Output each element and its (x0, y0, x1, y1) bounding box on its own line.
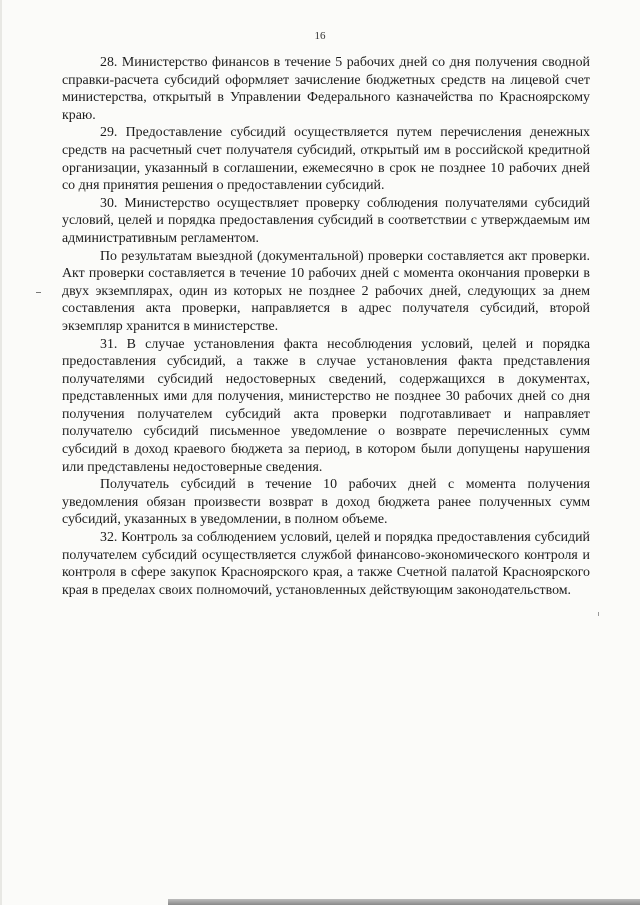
paragraph-28: 28. Министерство финансов в течение 5 рабочих дней со дня получения сводной справки-расчета субсидий оформляет зачисление бюджетных средств на лицевой счет министерства, открытый в Управлении Федерального казначейства по Красноярскому краю. (62, 55, 590, 123)
margin-mark (36, 292, 41, 293)
document-body (62, 54, 590, 599)
paragraph-inspection-act: По результатам выездной (документальной) проверки составляется акт проверки. Акт проверки составляется в течение 10 рабочих дней с момента окончания проверки в двух экземплярах, один из которых не позднее 2 рабочих дней, следующих за днем составления акта проверки, направляется в адрес получателя субсидий, второй экземпляр хранится в министерстве. (62, 248, 590, 334)
paragraph-refund: Получатель субсидий в течение 10 рабочих дней с момента получения уведомления обязан произвести возврат в доход бюджета ранее полученных сумм субсидий, указанных в уведомлении, в полном объеме. (62, 477, 590, 528)
scan-left-edge (0, 0, 2, 905)
margin-mark-right (598, 612, 599, 616)
page-number: 16 (314, 30, 326, 42)
paragraph-29: 29. Предоставление субсидий осуществляется путем перечисления денежных средств на расчетный счет получателя субсидий, открытый им в российской кредитной организации, указанный в соглашении, ежемесячно в срок не позднее 10 рабочих дней со дня принятия решения о предоставлении субсидий. (62, 125, 590, 194)
paragraph-32: 32. Контроль за соблюдением условий, целей и порядка предоставления субсидий получателем субсидий осуществляется службой финансово-экономического контроля и контроля в сфере закупок Красноярского края, а также Счетной палатой Красноярского края в пределах своих полномочий, установленных действующим законодательством. (62, 530, 590, 598)
paragraph-31: 31. В случае установления факта несоблюдения условий, целей и порядка предоставления субсидий, а также в случае установления факта представления получателями субсидий недостоверных сведений, содержащихся в документах, представленных ими для получения, министерство не позднее 30 рабочих дней со дня получения получателем субсидий акта проверки подготавливает и направляет получателю субсидий письменное уведомление о возврате перечисленных сумм субсидий в доход краевого бюджета за период, в котором были допущены нарушения или представлены недостоверные сведения. (62, 336, 590, 475)
scan-bottom-edge (168, 899, 640, 905)
paragraph-30: 30. Министерство осуществляет проверку соблюдения получателями субсидий условий, целей и порядка предоставления субсидий в соответствии с утверждаемым им административным регламентом. (62, 195, 590, 246)
